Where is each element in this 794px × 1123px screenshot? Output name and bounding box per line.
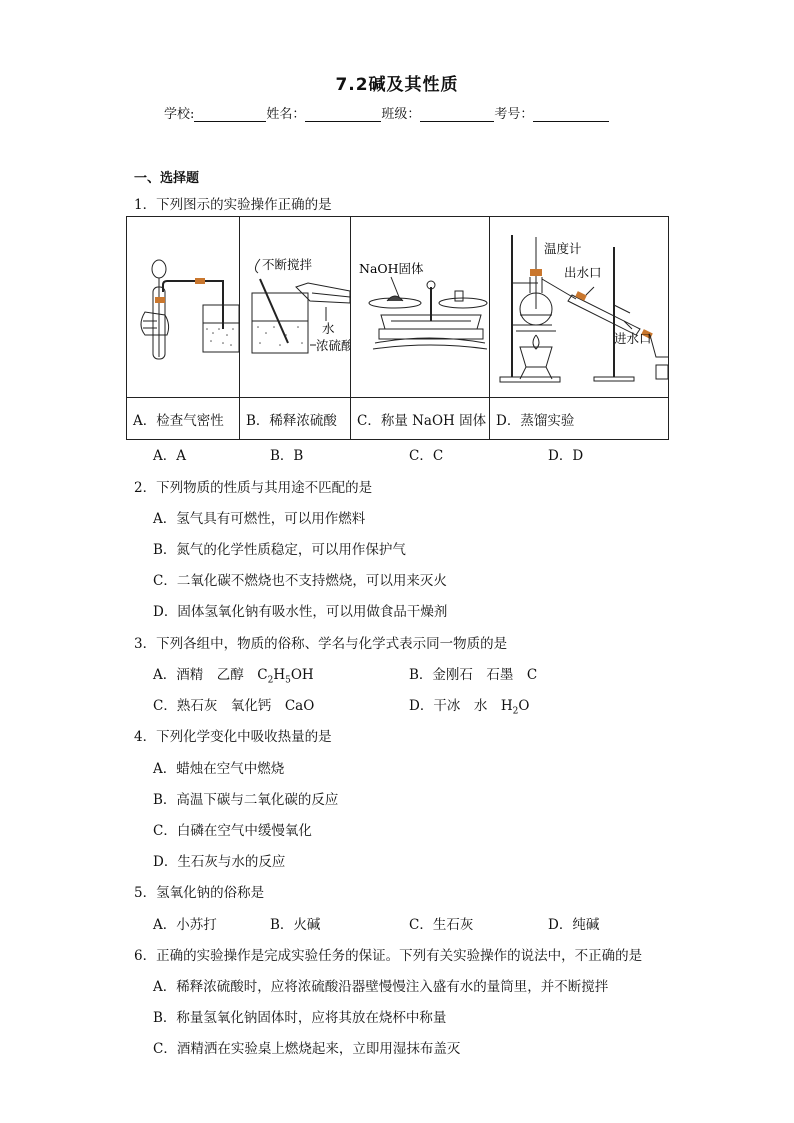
q5-option-d[interactable]: D．纯碱 [548, 917, 600, 933]
naoh-label: NaOH固体 [359, 261, 424, 276]
water-inlet-label: 进水口 [614, 331, 652, 346]
question-1-figure-table [126, 216, 669, 440]
q6-option-a[interactable]: A．稀释浓硫酸时，应将浓硫酸沿器壁慢慢注入盛有水的量筒里，并不断搅拌 [153, 979, 609, 995]
formula-h: H [500, 698, 513, 714]
page-title: 7.2碱及其性质 [335, 75, 459, 95]
water-label: 水 [322, 321, 335, 336]
q5-option-c[interactable]: C．生石灰 [409, 917, 474, 933]
class-label: 班级： [381, 107, 421, 122]
q4-option-d[interactable]: D．生石灰与水的反应 [153, 854, 286, 870]
question-1-stem: 1．下列图示的实验操作正确的是 [134, 197, 332, 213]
q2-option-a[interactable]: A．氢气具有可燃性，可以用作燃料 [153, 511, 366, 527]
stir-label: 不断搅拌 [262, 257, 313, 272]
question-3-stem: 3．下列各组中，物质的俗称、学名与化学式表示同一物质的是 [134, 636, 508, 652]
school-label: 学校: [164, 107, 195, 122]
distillation-illustration [490, 217, 668, 393]
q2-option-d[interactable]: D．固体氢氧化钠有吸水性，可以用做食品干燥剂 [153, 604, 448, 620]
q3-option-a-label: A．酒精 乙醇 [153, 667, 258, 683]
q5-option-b[interactable]: B．火碱 [270, 917, 321, 933]
caption-c: C．称量 NaOH 固体 [351, 398, 490, 440]
figure-c-cell [351, 217, 490, 398]
q1-option-a[interactable]: A．A [153, 448, 186, 464]
q6-option-c[interactable]: C．酒精洒在实验桌上燃烧起来，立即用湿抹布盖灭 [153, 1041, 461, 1057]
question-2-stem: 2．下列物质的性质与其用途不匹配的是 [134, 480, 373, 496]
formula-oh: OH [290, 667, 314, 683]
q3-option-b[interactable]: B．金刚石 石墨 C [409, 667, 538, 683]
formula-sub-2: 2 [267, 675, 274, 686]
student-info-line [164, 103, 609, 122]
caption-b: B．稀释浓硫酸 [240, 398, 351, 440]
figure-b-cell [240, 217, 351, 398]
name-blank[interactable] [305, 108, 381, 122]
formula-sub-2: 2 [512, 706, 519, 717]
weighing-naoh-illustration [351, 217, 489, 393]
q2-option-b[interactable]: B．氮气的化学性质稳定，可以用作保护气 [153, 542, 406, 558]
caption-a: A．检查气密性 [127, 398, 240, 440]
question-4-stem: 4．下列化学变化中吸收热量的是 [134, 729, 332, 745]
q3-option-d[interactable] [409, 694, 529, 717]
q4-option-c[interactable]: C．白磷在空气中缓慢氧化 [153, 823, 312, 839]
formula-h: H [273, 667, 286, 683]
figure-a-cell [127, 217, 240, 398]
figure-d-cell [490, 217, 669, 398]
class-blank[interactable] [420, 108, 494, 122]
thermometer-label: 温度计 [544, 241, 582, 256]
q1-option-c[interactable]: C．C [409, 448, 444, 464]
section-heading: 一、选择题 [134, 171, 200, 186]
q3-option-a[interactable] [153, 663, 314, 686]
q3-option-d-label: D．干冰 水 [409, 698, 501, 714]
number-label: 考号： [494, 107, 534, 122]
formula-sub-5: 5 [285, 675, 291, 686]
number-blank[interactable] [533, 108, 609, 122]
q1-option-d[interactable]: D．D [548, 448, 584, 464]
question-5-stem: 5．氢氧化钠的俗称是 [134, 885, 265, 901]
formula-o: O [518, 698, 530, 714]
q4-option-a[interactable]: A．蜡烛在空气中燃烧 [153, 761, 285, 777]
question-6-stem: 6．正确的实验操作是完成实验任务的保证。下列有关实验操作的说法中，不正确的是 [134, 948, 643, 964]
q4-option-b[interactable]: B．高温下碳与二氧化碳的反应 [153, 792, 339, 808]
q6-option-b[interactable]: B．称量氢氧化钠固体时，应将其放在烧杯中称量 [153, 1010, 447, 1026]
name-label: 姓名： [266, 107, 306, 122]
q5-option-a[interactable]: A．小苏打 [153, 917, 217, 933]
acid-label: 浓硫酸 [316, 338, 350, 353]
water-outlet-label: 出水口 [564, 265, 602, 280]
diluting-acid-illustration [240, 217, 350, 393]
caption-d: D．蒸馏实验 [490, 398, 669, 440]
school-blank[interactable] [194, 108, 266, 122]
airtightness-check-illustration [127, 217, 239, 393]
q1-option-b[interactable]: B．B [270, 448, 304, 464]
formula-c: C [257, 667, 268, 683]
q3-option-c[interactable]: C．熟石灰 氧化钙 CaO [153, 698, 315, 714]
q2-option-c[interactable]: C．二氧化碳不燃烧也不支持燃烧，可以用来灭火 [153, 573, 447, 589]
